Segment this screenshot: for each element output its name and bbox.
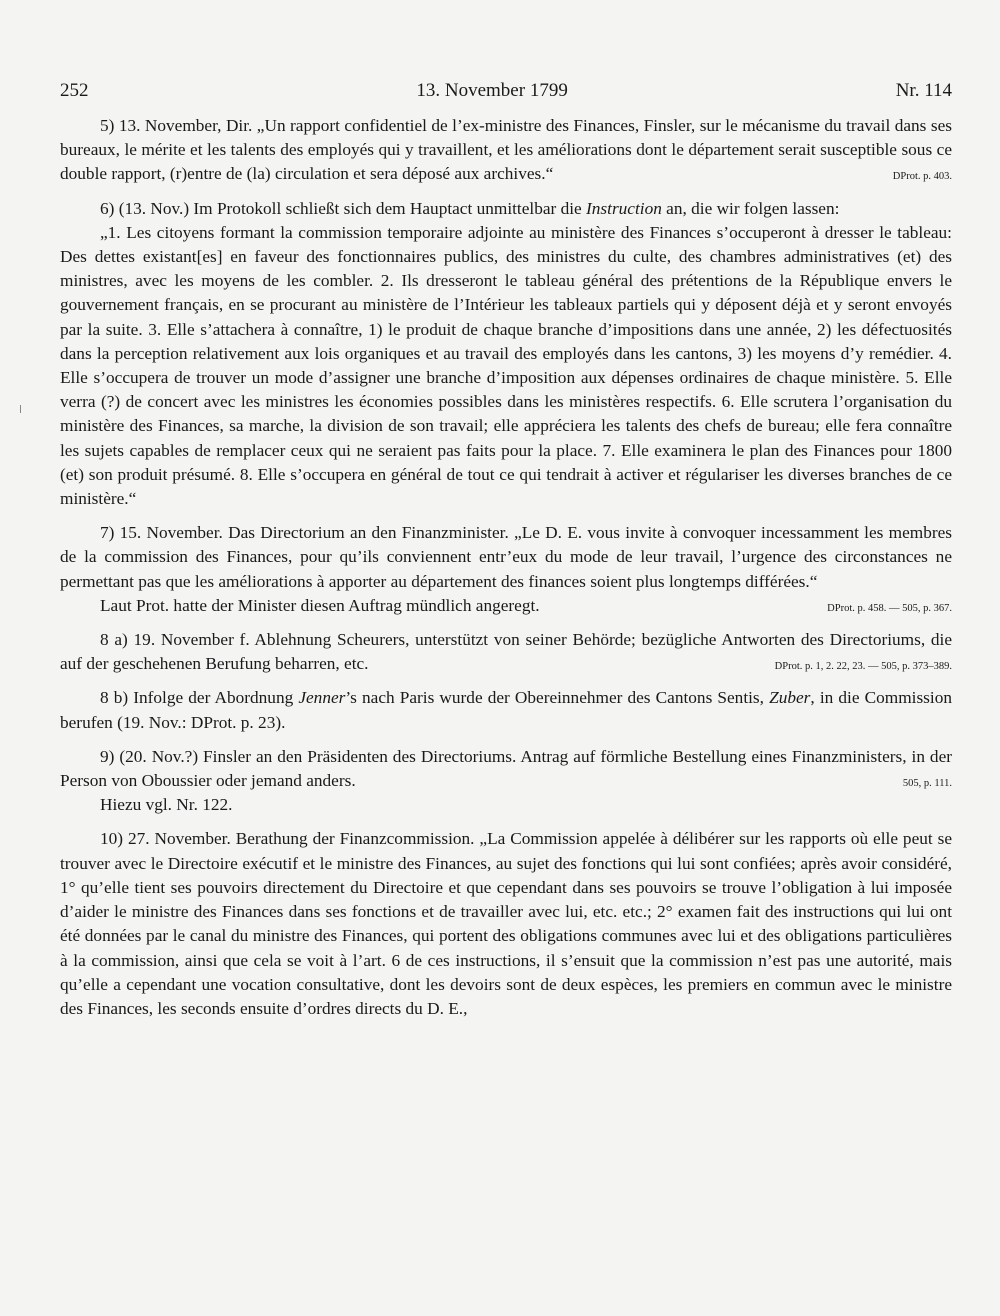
document-body [60,114,952,1021]
paragraph-6-text-a: 6) (13. Nov.) Im Protokoll schließt sich dem Hauptact unmittelbar die [100,198,587,218]
paragraph-8b-text-c: , in die Commission berufen (19. Nov.: DProt. p. 23). [60,688,952,732]
paragraph-9-reference: 505, p. 111. [902,778,952,790]
page-header [60,80,952,102]
margin-mark [20,405,21,413]
paragraph-8b-emphasis-1: Jenner [298,688,346,708]
paragraph-6-text-b: an, die wir folgen lassen: [661,198,840,218]
paragraph-5-text: 5) 13. November, Dir. „Un rapport confidentiel de l’ex-ministre des Finances, Finsler, sur le mécanisme du travail dans ses bureaux, le mérite et les talents des employés qui y travaillent, et les améliorations dont le département serait susceptible sous ce double rapport, (r)entre de (la) circulation et sera déposé aux archives.“ [60,116,952,184]
paragraph-9-note: Hiezu vgl. Nr. 122. [100,795,233,815]
paragraph-5 [60,114,952,187]
paragraph-8a [60,628,952,676]
paragraph-7-note: Laut Prot. hatte der Minister diesen Auftrag mündlich angeregt. [100,595,540,615]
paragraph-9-text: 9) (20. Nov.?) Finsler an den Präsidenten des Directoriums. Antrag auf förmliche Bestellung eines Finanzministers, in der Person von Oboussier oder jemand anders. [60,746,952,791]
header-date: 13. November 1799 [416,80,568,101]
paragraph-8b-emphasis-2: Zuber [769,688,811,708]
paragraph-5-reference: DProt. p. 403. [892,171,952,183]
paragraph-6-emphasis: Instruction [586,198,662,218]
paragraph-7-text: 7) 15. November. Das Directorium an den Finanzminister. „Le D. E. vous invite à convoquer incessamment les membres de la commission des Finances, pour qu’ils conviennent entr’eux du mode de leur travail, l’urgence des circonstances ne permettant pas que les améliorations à apporter au département des finances soient plus longtemps différées.“ [60,523,952,591]
paragraph-9 [60,745,952,793]
entry-number: Nr. 114 [895,80,952,101]
paragraph-8b-text-a: 8 b) Infolge der Abordnung [100,688,299,708]
paragraph-8a-text: 8 a) 19. November f. Ablehnung Scheurers, unterstützt von seiner Behörde; bezügliche Antworten des Directoriums, die auf der geschehenen Berufung beharren, etc. [60,630,952,674]
paragraph-6 [60,197,952,221]
page-number: 252 [60,80,89,101]
paragraph-8b [60,686,952,734]
paragraph-6-quote: „1. Les citoyens formant la commission temporaire adjointe au ministère des Finances s’occuperont à dresser le tableau: Des dettes existant[es] en faveur des fonctionnaires publics, des ministres du culte, des chambres administratives (et) des ministres, avec les moyens de les combler. 2. Ils dresseront le tableau général des prétentions de la République envers le gouvernement français, en se procurant au ministère de l’Intérieur les tableaux partiels qui y déposent déjà et y seront envoyés par la suite. 3. Elle s’attachera à connaître, 1) le produit de chaque branche d’impositions dans une année, 2) les défectuosités dans la perception relativement aux lois organiques et au travail des employés dans les cantons, 3) les moyens d’y remédier. 4. Elle s’occupera de trouver un mode d’assigner une branche d’imposition aux dépenses ordinaires de chaque ministère. 5. Elle verra (?) de concert avec les ministres les économies possibles dans les ministères respectifs. 6. Elle scrutera l’organisation du ministère des Finances, sa marche, la division de son travail; elle appréciera les talents des chefs de bureau; elle fera connaître les sujets capables de remplacer ceux qui ne seraient pas faits pour la place. 7. Elle examinera le plan des Finances pour 1800 (et) son produit présumé. 8. Elle s’occupera en général de tout ce qui tendrait à activer et régulariser les diverses branches de ce ministère.“ [60,222,952,509]
paragraph-7-reference: DProt. p. 458. — 505, p. 367. [827,602,952,614]
paragraph-8a-reference: DProt. p. 1, 2. 22, 23. — 505, p. 373–389. [774,661,952,673]
paragraph-8b-text-b: ’s nach Paris wurde der Obereinnehmer des Cantons Sentis, [345,688,770,708]
paragraph-10: 10) 27. November. Berathung der Finanzcommission. „La Commission appelée à délibérer sur les rapports où elle peut se trouver avec le Directoire exécutif et le ministre des Finances, au sujet des fonctions qui lui sont confiées; après avoir considéré, 1° qu’elle tient ses pouvoirs directement du Directoire et que cependant dans ses pouvoirs se trouve l’obligation à lui imposée d’aider le ministre des Finances dans ses fonctions et de travailler avec lui, etc. etc.; 2° examen fait des instructions qui lui ont été données par le canal du ministre des Finances, qui portent des obligations communes avec lui et des obligations particulières à la commission, ainsi que cela se voit à l’art. 6 de ces instructions, il s’ensuit que la commission n’est pas une autorité, mais qu’elle a cependant une vocation consultative, dont les devoirs sont de deux espèces, les premiers en commun avec le ministre des Finances, les seconds ensuite d’ordres directs du D. E., [60,829,952,1018]
